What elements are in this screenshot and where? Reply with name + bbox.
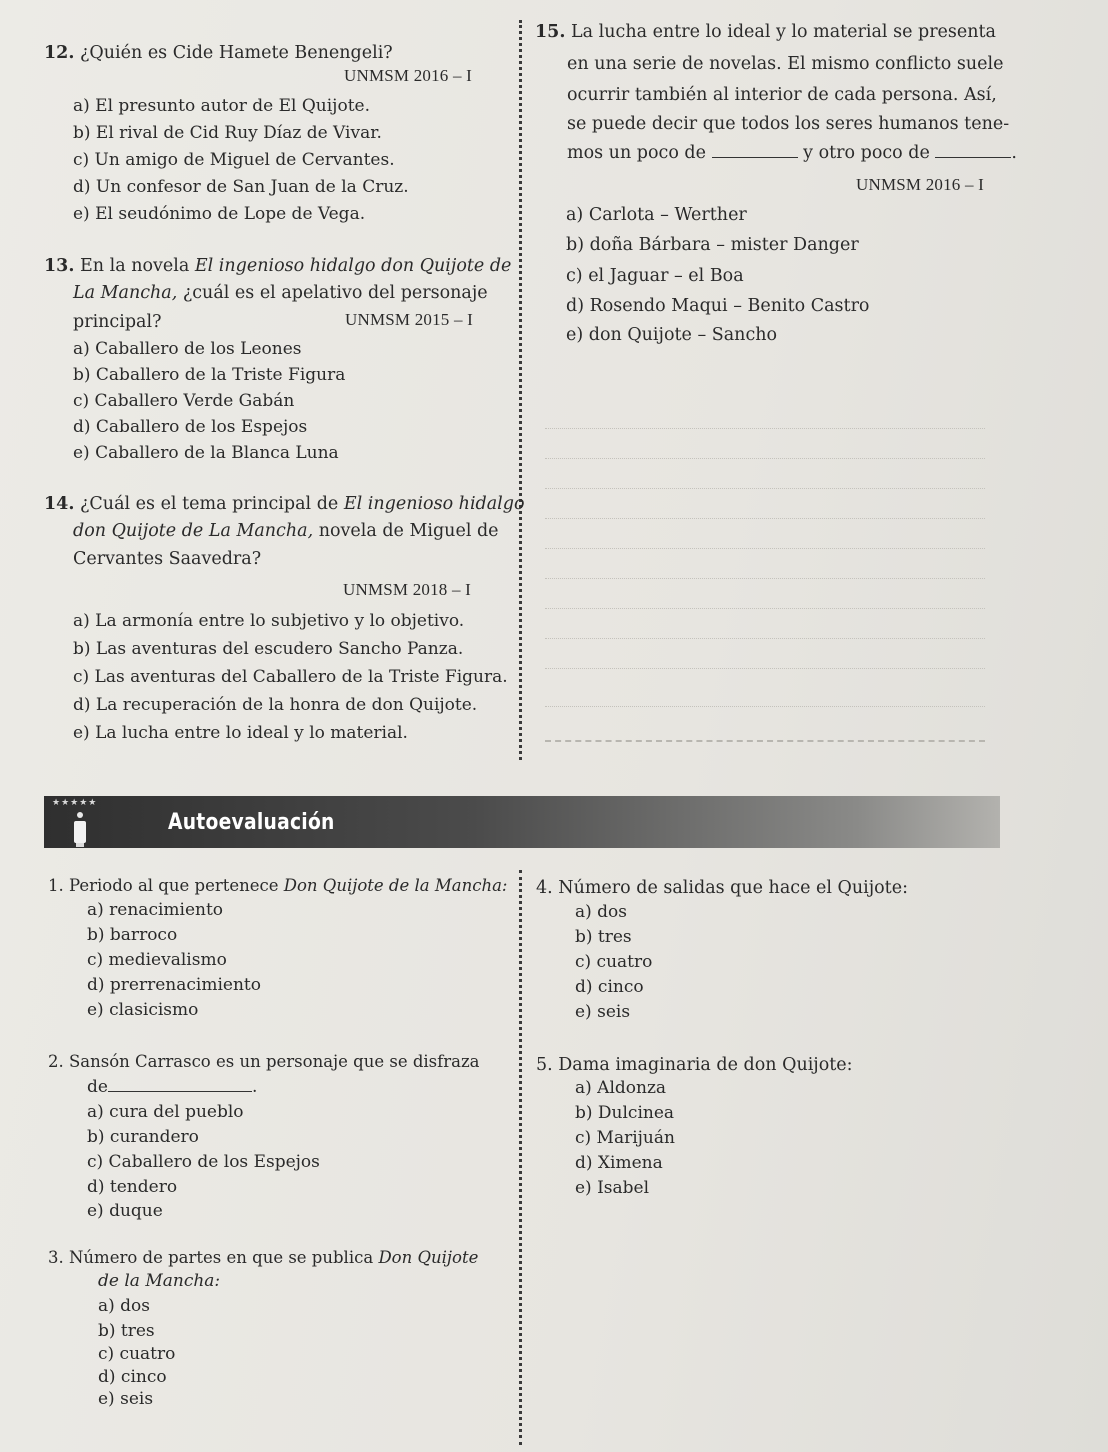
ae-q2-option-d: d) tendero	[87, 1177, 178, 1197]
note-line	[545, 740, 985, 742]
q15-option-a: a) Carlota – Werther	[566, 205, 747, 225]
ae-q2-option-a: a) cura del pueblo	[87, 1102, 244, 1122]
ae-q3-option-d: d) cinco	[98, 1367, 167, 1387]
q14-option-b: b) Las aventuras del escudero Sancho Panza.	[73, 639, 464, 659]
question-15-line-2: en una serie de novelas. El mismo conflicto suele	[567, 54, 1004, 74]
ae-q4-option-a: a) dos	[575, 902, 628, 922]
ae-q4-option-c: c) cuatro	[575, 952, 653, 972]
q12-option-e: e) El seudónimo de Lope de Vega.	[73, 204, 366, 224]
question-15-line-1: 15. La lucha entre lo ideal y lo material se presenta	[535, 22, 996, 42]
q12-option-d: d) Un confesor de San Juan de la Cruz.	[73, 177, 409, 197]
q13-option-d: d) Caballero de los Espejos	[73, 417, 308, 437]
ae-question-2-line-1: 2. Sansón Carrasco es un personaje que se disfraza	[48, 1052, 480, 1071]
q15-blank-1	[712, 143, 798, 158]
q15-source: UNMSM 2016 – I	[856, 175, 984, 194]
question-13-line-3: principal?	[73, 312, 162, 332]
q14-option-c: c) Las aventuras del Caballero de la Triste Figura.	[73, 667, 508, 687]
note-line	[545, 608, 985, 609]
q15-option-b: b) doña Bárbara – mister Danger	[566, 235, 859, 255]
autoevaluacion-title: Autoevaluación	[168, 810, 335, 835]
ae-q5-option-e: e) Isabel	[575, 1178, 650, 1198]
note-line	[545, 458, 985, 459]
ae-question-2-line-2: de .	[87, 1077, 258, 1097]
ae-q2-blank	[108, 1077, 252, 1092]
q15-option-d: d) Rosendo Maqui – Benito Castro	[566, 296, 870, 316]
ae-q5-option-a: a) Aldonza	[575, 1078, 667, 1098]
q13-option-e: e) Caballero de la Blanca Luna	[73, 443, 339, 463]
note-line	[545, 488, 985, 489]
column-divider-bottom	[519, 870, 522, 1445]
q12-option-a: a) El presunto autor de El Quijote.	[73, 96, 370, 116]
question-14-line-1: 14. ¿Cuál es el tema principal de El ingenioso hidalgo	[44, 494, 525, 514]
question-13-line-1: 13. En la novela El ingenioso hidalgo don Quijote de	[44, 256, 512, 276]
q12-option-c: c) Un amigo de Miguel de Cervantes.	[73, 150, 395, 170]
column-divider-top	[519, 20, 522, 760]
q15-option-c: c) el Jaguar – el Boa	[566, 266, 744, 286]
q13-source: UNMSM 2015 – I	[345, 310, 473, 329]
note-line	[545, 518, 985, 519]
question-15-line-4: se puede decir que todos los seres humanos tene-	[567, 114, 1010, 134]
q14-option-d: d) La recuperación de la honra de don Quijote.	[73, 695, 478, 715]
note-line	[545, 428, 985, 429]
note-line	[545, 668, 985, 669]
ae-q1-option-e: e) clasicismo	[87, 1000, 199, 1020]
ae-q5-option-d: d) Ximena	[575, 1153, 663, 1173]
q14-option-a: a) La armonía entre lo subjetivo y lo objetivo.	[73, 611, 465, 631]
question-13-line-2: La Mancha, ¿cuál es el apelativo del personaje	[73, 283, 488, 303]
q15-blank-2	[935, 143, 1011, 158]
ae-q1-option-d: d) prerrenacimiento	[87, 975, 261, 995]
q12-source: UNMSM 2016 – I	[344, 66, 472, 85]
banner-stars: ★★★★★	[52, 798, 98, 808]
ae-q1-option-a: a) renacimiento	[87, 900, 224, 920]
q13-option-a: a) Caballero de los Leones	[73, 339, 302, 359]
question-14-line-3: Cervantes Saavedra?	[73, 549, 262, 569]
ae-q3-option-c: c) cuatro	[98, 1344, 176, 1364]
ae-q1-option-b: b) barroco	[87, 925, 178, 945]
note-line	[545, 706, 985, 707]
ae-q3-option-a: a) dos	[98, 1296, 151, 1316]
q13-option-c: c) Caballero Verde Gabán	[73, 391, 295, 411]
ae-q4-option-b: b) tres	[575, 927, 632, 947]
ae-question-5: 5. Dama imaginaria de don Quijote:	[536, 1055, 853, 1075]
ae-question-4: 4. Número de salidas que hace el Quijote:	[536, 878, 908, 898]
ae-q3-option-b: b) tres	[98, 1321, 155, 1341]
ae-q2-option-e: e) duque	[87, 1201, 163, 1221]
ae-q4-option-e: e) seis	[575, 1002, 631, 1022]
note-line	[545, 548, 985, 549]
person-icon	[60, 806, 96, 848]
ae-q2-option-b: b) curandero	[87, 1127, 199, 1147]
ae-q3-option-e: e) seis	[98, 1389, 154, 1409]
note-line	[545, 638, 985, 639]
note-line	[545, 578, 985, 579]
q12-option-b: b) El rival de Cid Ruy Díaz de Vivar.	[73, 123, 382, 143]
ae-question-3-line-1: 3. Número de partes en que se publica Don Quijote	[48, 1248, 479, 1267]
question-15-line-5: mos un poco de y otro poco de .	[567, 143, 1017, 163]
question-14-line-2: don Quijote de La Mancha, novela de Miguel de	[73, 521, 499, 541]
ae-question-3-line-2: de la Mancha:	[98, 1271, 221, 1291]
q14-option-e: e) La lucha entre lo ideal y lo material.	[73, 723, 408, 743]
q13-option-b: b) Caballero de la Triste Figura	[73, 365, 346, 385]
question-15-line-3: ocurrir también al interior de cada persona. Así,	[567, 85, 997, 105]
ae-q1-option-c: c) medievalismo	[87, 950, 227, 970]
ae-q5-option-c: c) Marijuán	[575, 1128, 675, 1148]
ae-q4-option-d: d) cinco	[575, 977, 644, 997]
ae-q5-option-b: b) Dulcinea	[575, 1103, 675, 1123]
q15-option-e: e) don Quijote – Sancho	[566, 325, 778, 345]
question-12: 12. ¿Quién es Cide Hamete Benengeli?	[44, 43, 393, 63]
ae-question-1: 1. Periodo al que pertenece Don Quijote de la Mancha:	[48, 876, 508, 895]
q14-source: UNMSM 2018 – I	[343, 580, 471, 599]
ae-q2-option-c: c) Caballero de los Espejos	[87, 1152, 320, 1172]
